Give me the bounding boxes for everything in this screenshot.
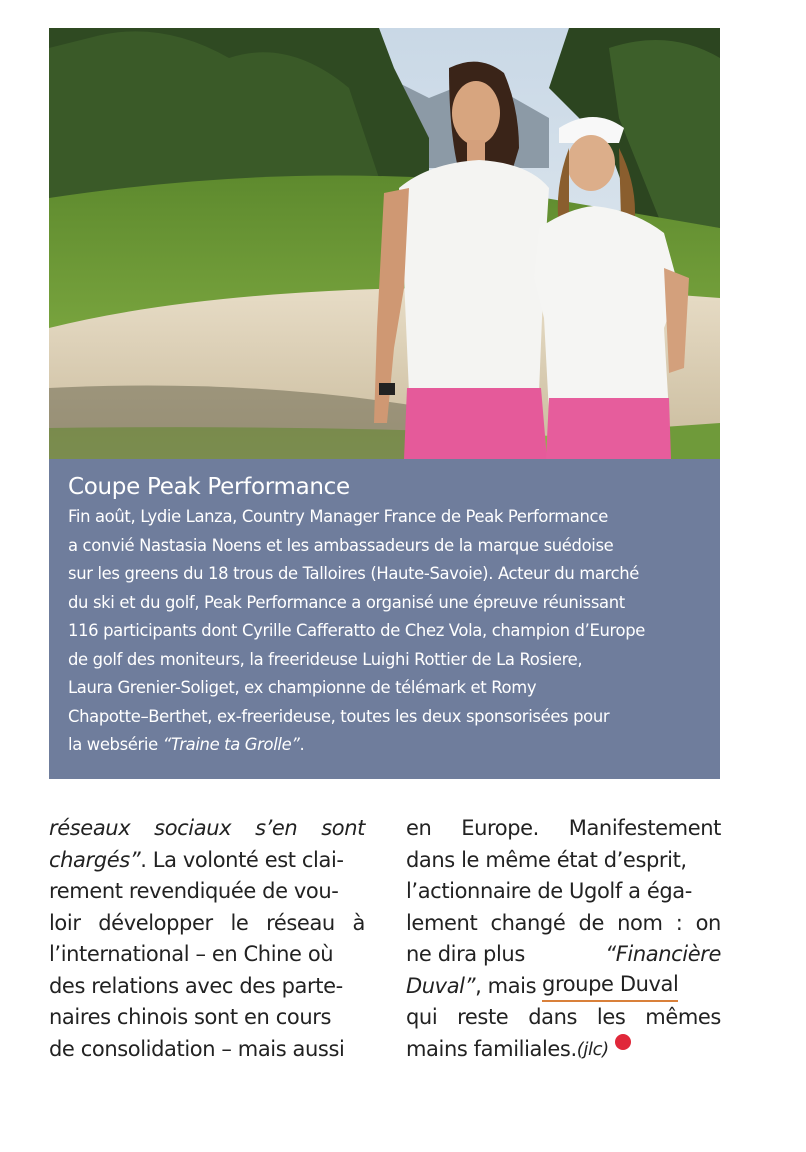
caption-line: Laura Grenier-Soliget, ex championne de télémark et Romy (68, 678, 537, 697)
caption-text: . (299, 735, 305, 754)
article-column-left (49, 813, 365, 1065)
photo-caption (49, 459, 720, 779)
column-line: en Europe. Manifestement (406, 816, 721, 840)
column-line: ne dira plus “Financière (406, 942, 721, 966)
column-line: rement revendiquée de vou- (49, 879, 339, 903)
column-line: l’actionnaire de Ugolf a éga- (406, 879, 692, 903)
caption-series-title: “Traine ta Grolle” (162, 735, 300, 754)
caption-title: Coupe Peak Performance (68, 474, 350, 500)
caption-line: sur les greens du 18 trous de Talloires (Haute-Savoie). Acteur du marché (68, 564, 639, 583)
caption-line: du ski et du golf, Peak Performance a organisé une épreuve réunissant (68, 592, 625, 612)
golf-photo (49, 28, 720, 459)
caption-last-line (68, 731, 710, 760)
caption-line: Chapotte–Berthet, ex-freerideuse, toutes les deux sponsorisées pour (68, 706, 610, 726)
underlined-company-name: groupe Duval (542, 971, 678, 1003)
column-line: de consolidation – mais aussi (49, 1036, 345, 1061)
end-of-article-dot-icon (615, 1034, 631, 1050)
caption-line: a convié Nastasia Noens et les ambassadeurs de la marque suédoise (68, 535, 614, 555)
column-line: mains familiales. (jlc) (406, 1034, 721, 1066)
column-line: l’international – en Chine où (49, 942, 334, 966)
column-line: des relations avec des parte- (49, 973, 343, 998)
column-line: dans le même état d’esprit, (406, 847, 687, 872)
column-line: réseaux sociaux s’en sont (49, 816, 365, 840)
caption-line: Fin août, Lydie Lanza, Country Manager France de Peak Performance (68, 507, 608, 526)
author-signature: (jlc) (576, 1038, 609, 1060)
column-line: lement changé de nom : on (406, 910, 721, 935)
column-line: Duval” , mais groupe Duval (406, 971, 721, 1003)
caption-line: 116 participants dont Cyrille Cafferatto de Chez Vola, champion d’Europe (68, 621, 645, 640)
caption-text: la websérie (68, 735, 163, 754)
caption-line: de golf des moniteurs, la freerideuse Luighi Rottier de La Rosiere, (68, 649, 583, 669)
column-line: chargés” . La volonté est clai- (49, 847, 344, 872)
column-line: loir développer le réseau à (49, 910, 365, 935)
article-column-right (406, 813, 721, 1065)
column-line: naires chinois sont en cours (49, 1005, 332, 1029)
column-line: qui reste dans les mêmes (406, 1005, 721, 1029)
